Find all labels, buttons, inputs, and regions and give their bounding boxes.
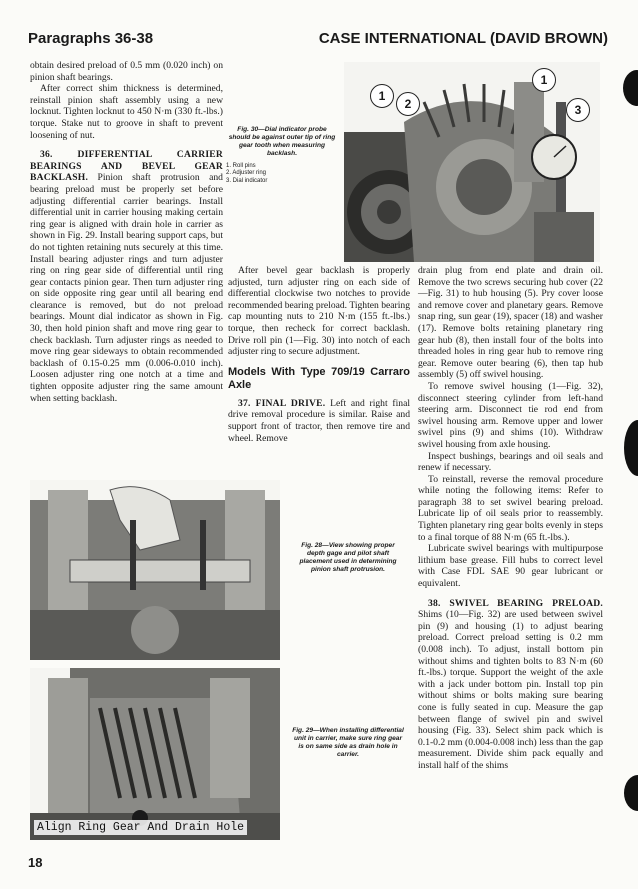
callout-3: 3 bbox=[566, 98, 590, 122]
section-38-text: Shims (10—Fig. 32) are used between swivel pin (9) and housing (1) to adjust bearing preload. Correct preload setting is 0.2 mm (0.008 inch). To adjust, install bottom pin without shims and tighten bolts to 83 N·m (60 ft.-lbs.) torque. Support the weight of the axle with a jack under bottom pin. Install top pin without shims or bolts making sure bearing cone is fully seated in cup. Measure the gap between flange of swivel pin and swivel housing (Fig. 33). Select shim pack which is 0.1-0.2 mm (0.004-0.008 inch) less than the gap measurement. Divide shim pack equally and install half of the shims bbox=[418, 609, 603, 771]
column-middle-text bbox=[228, 265, 410, 444]
section-36 bbox=[30, 149, 223, 404]
fig30-photo bbox=[344, 62, 600, 262]
fig28-photo bbox=[30, 480, 280, 660]
callout-2: 2 bbox=[396, 92, 420, 116]
section-36-title: 36. DIFFERENTIAL CARRIER BEARINGS AND BEVEL GEAR BACKLASH. bbox=[30, 149, 223, 184]
paragraph: obtain desired preload of 0.5 mm (0.020 inch) on pinion shaft bearings. bbox=[30, 60, 223, 83]
section-36-text: Pinion shaft protrusion and bearing preload must be properly set before adjusting differential carrier bearings. Install differential unit in carrier housing making certain ring gear is aligned with drain hole in carrier as shown in Fig. 29. Install bearing support caps, but do not tighten retaining nuts securely at this time. Install bearing adjuster rings and turn adjuster ring on ring gear side of differential until ring gear contacts pinion gear. Then turn adjuster ring on side opposite ring gear until all bearing end clearance is removed, but do not preload bearings. Mount dial indicator as shown in Fig. 30, then hold pinion shaft and move ring gear to check backlash. Turn adjuster rings as needed to move ring gear sideways to obtain recommended backlash of 0.15-0.25 mm (0.006-0.010 inch). Loosen adjuster ring one notch at a time and tighten opposite adjuster ring the same amount when setting backlash. bbox=[30, 172, 223, 404]
callout-1: 1 bbox=[370, 84, 394, 108]
paragraph: After correct shim thickness is determined, reinstall pinion shaft assembly using a new locknut. Tighten locknut to 450 N·m (330 ft.-lbs.) torque. Stake nut to groove in shaft to prevent loosening of nut. bbox=[30, 83, 223, 141]
fig29-photo bbox=[30, 668, 280, 840]
paragraph-range-header: Paragraphs 36-38 bbox=[28, 30, 154, 47]
paragraph: Inspect bushings, bearings and oil seals and renew if necessary. bbox=[418, 450, 603, 474]
legend-item: 3. Dial indicator bbox=[226, 177, 268, 184]
column-left-text bbox=[30, 60, 223, 404]
fig30-caption: Fig. 30—Dial indicator probe should be against outer tip of ring gear tooth when measuring backlash. bbox=[228, 126, 336, 157]
paragraph: After bevel gear backlash is properly adjusted, turn adjuster ring on each side of differential clockwise two notches to provide recommended bearing preload. Tighten bearing cap mounting nuts to 210 N·m (155 ft.-lbs.) torque, then recheck for correct backlash. Drive roll pin (1—Fig. 30) into notch of each adjuster ring to secure adjustment. bbox=[228, 265, 410, 358]
binder-hole-top bbox=[623, 70, 638, 106]
ring-gear-drain-hole-illustration bbox=[30, 668, 280, 840]
section-38 bbox=[418, 598, 603, 772]
legend-item: 2. Adjuster ring bbox=[226, 170, 267, 177]
paragraph: drain plug from end plate and drain oil. Remove the two screws securing hub cover (22—Fig. 31) to hub housing (5). Pry cover loose and remove cover and planetary gears. Remove snap ring, sun gear (19), spacer (18) and washer (17). Remove bolts retaining planetary ring gear hub (8), then install four of the bolts into threaded holes in ring gear hub to remove ring gear. Remove outer bearing (6), then tap hub assembly (5) off swivel housing. bbox=[418, 265, 603, 381]
section-38-title: 38. SWIVEL BEARING PRELOAD. bbox=[428, 597, 603, 609]
callout-1: 1 bbox=[532, 68, 556, 92]
legend-item: 1. Roll pins bbox=[226, 163, 256, 169]
section-37-text: Left and right final drive removal procedure is similar. Raise and support front of tractor, then remove tire and wheel. Remove bbox=[228, 397, 410, 444]
fig29-caption: Fig. 29—When installing differential unit in carrier, make sure ring gear is on same side as drain hole in carrier. bbox=[292, 727, 404, 758]
binder-hole-middle bbox=[624, 420, 638, 476]
section-37-title: 37. FINAL DRIVE. bbox=[238, 397, 326, 409]
fig30-legend bbox=[226, 163, 267, 185]
page-number: 18 bbox=[28, 855, 43, 870]
fig28-caption: Fig. 28—View showing proper depth gage and pilot shaft placement used in determining pinion shaft protrusion. bbox=[299, 542, 397, 573]
subheading-carraro-axle: Models With Type 709/19 Carraro Axle bbox=[228, 365, 410, 391]
column-right-text bbox=[418, 265, 603, 772]
binder-hole-bottom bbox=[624, 775, 638, 811]
paragraph: To reinstall, reverse the removal procedure while noting the following items: Refer to paragraph 38 to set swivel bearing preload. Lubricate lip of oil seals prior to reassembly. Tighten planetary ring gear bolts evenly in steps to a final torque of 88 N·m (65 ft.-lbs.). bbox=[418, 473, 603, 543]
align-ring-gear-annotation: Align Ring Gear And Drain Hole bbox=[34, 820, 247, 835]
section-37 bbox=[228, 398, 410, 444]
paragraph: Lubricate swivel bearings with multipurpose lithium base grease. Fill hubs to correct level with Case FDL SAE 90 gear lubricant or equivalent. bbox=[418, 543, 603, 590]
paragraph: To remove swivel housing (1—Fig. 32), disconnect steering cylinder from left-hand steering arm. Disconnect tie rod end from swivel housing arm. Remove upper and lower swivel pins (9) and shims (10). Withdraw swivel housing from axle housing. bbox=[418, 380, 603, 450]
manual-title-header: CASE INTERNATIONAL (DAVID BROWN) bbox=[318, 30, 608, 47]
depth-gage-illustration bbox=[30, 480, 280, 660]
